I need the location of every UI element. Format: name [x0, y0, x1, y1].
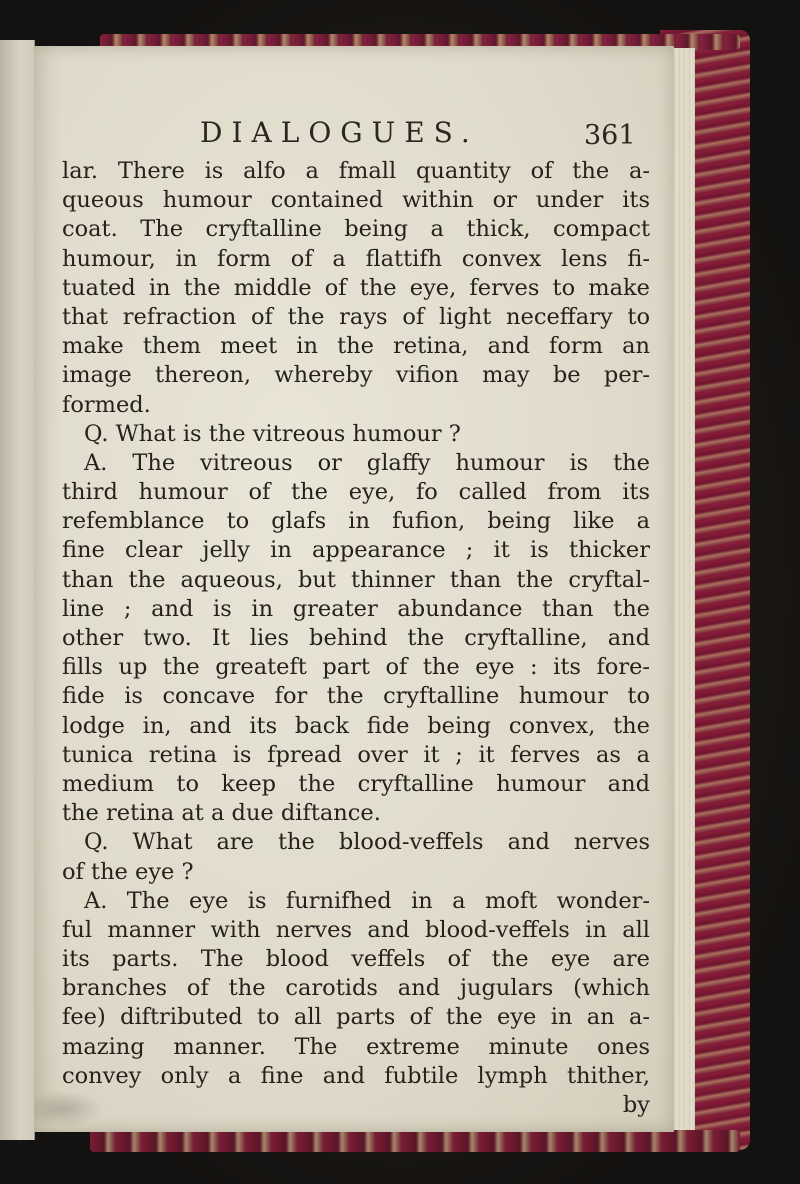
text-line: of the eye ?	[62, 858, 194, 885]
text-line: line ; and is in greater abundance than the	[62, 595, 650, 622]
running-head: DIALOGUES.	[200, 116, 479, 149]
text-line: refemblance to glafs in fufion, being like a	[62, 508, 650, 535]
text-line: ful manner with nerves and blood-veffels in all	[62, 916, 650, 943]
text-line: branches of the carotids and jugulars (which	[62, 975, 650, 1002]
text-line: fee) diftributed to all parts of the eye in an a-	[62, 1004, 650, 1031]
text-line: A. The vitreous or glaffy humour is the	[84, 449, 650, 476]
text-line: image thereon, whereby vifion may be per-	[62, 362, 650, 389]
text-line: by	[622, 1092, 650, 1118]
page-number: 361	[584, 120, 636, 151]
text-line: queous humour contained within or under its	[62, 187, 650, 214]
text-line: its parts. The blood veffels of the eye are	[62, 946, 650, 973]
text-line: Q. What are the blood-veffels and nerves	[84, 829, 650, 856]
text-line: humour, in form of a flattifh convex lens fi-	[62, 245, 650, 272]
text-line: lodge in, and its back fide being convex, the	[62, 712, 650, 739]
text-line: mazing manner. The extreme minute ones	[62, 1033, 650, 1060]
text-line: fills up the greateft part of the eye : its fore-	[62, 654, 650, 681]
text-line: fine clear jelly in appearance ; it is thicker	[62, 537, 650, 564]
page-body-text	[62, 157, 650, 1120]
text-line: Q. What is the vitreous humour ?	[84, 420, 461, 447]
text-line: medium to keep the cryftalline humour and	[62, 770, 650, 797]
page-edges-stack	[672, 48, 695, 1130]
text-line: fide is concave for the cryftalline humour to	[62, 683, 650, 710]
text-line: convey only a fine and fubtile lymph thither,	[62, 1062, 650, 1089]
text-line: coat. The cryftalline being a thick, compact	[62, 216, 650, 243]
previous-page-edge	[0, 40, 35, 1140]
text-line: make them meet in the retina, and form an	[62, 333, 650, 360]
text-line: than the aqueous, but thinner than the cryftal-	[62, 566, 650, 593]
binding-bottom-edge	[90, 1130, 740, 1152]
text-line: third humour of the eye, fo called from its	[62, 479, 650, 506]
page-smudge	[34, 1090, 104, 1128]
text-line: tunica retina is fpread over it ; it ferves as a	[62, 741, 650, 768]
text-line: formed.	[62, 391, 151, 418]
text-line: lar. There is alfo a fmall quantity of the a-	[62, 158, 650, 184]
text-line: tuated in the middle of the eye, ferves to make	[62, 274, 650, 301]
text-line: other two. It lies behind the cryftalline, and	[62, 625, 650, 651]
text-line: the retina at a due diftance.	[62, 800, 381, 827]
text-line: that refraction of the rays of light neceffary to	[62, 303, 650, 330]
text-line: A. The eye is furnifhed in a moft wonder-	[84, 887, 650, 914]
